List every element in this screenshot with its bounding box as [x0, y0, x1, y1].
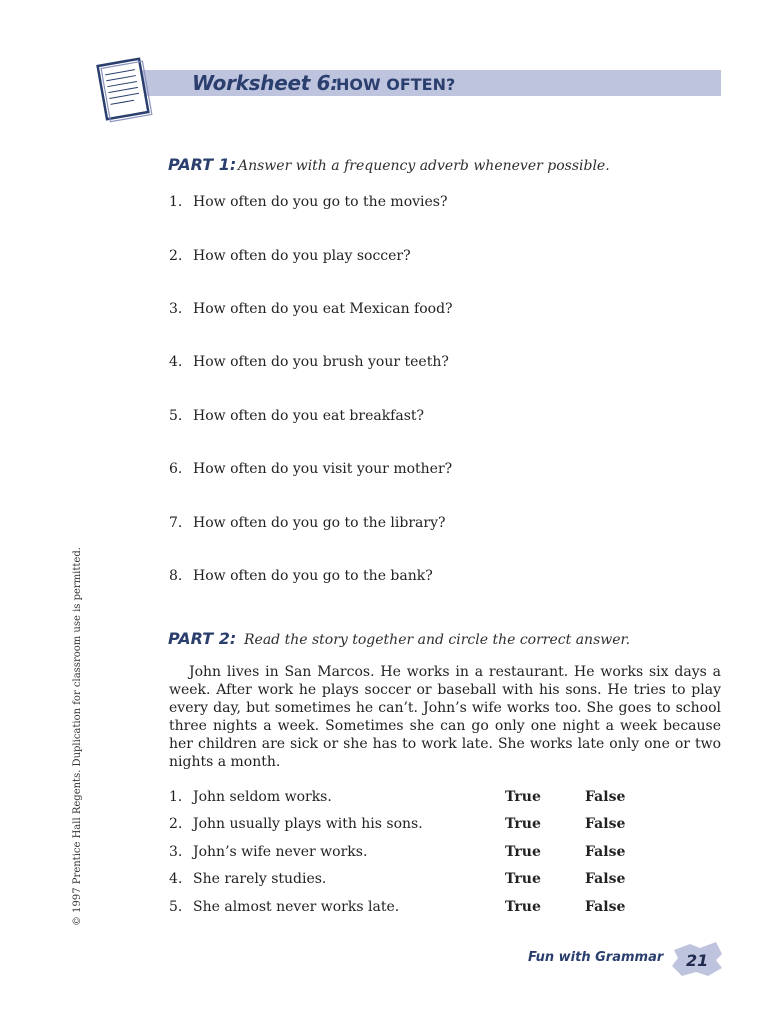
worksheet-paper-icon [92, 54, 154, 124]
question-item: 2. How often do you play soccer? [169, 248, 411, 264]
true-option[interactable]: True [505, 899, 541, 915]
true-false-row: 3. John’s wife never works. True False [169, 844, 626, 860]
true-false-row: 4. She rarely studies. True False [169, 871, 626, 887]
true-option[interactable]: True [505, 871, 541, 887]
question-item: 5. How often do you eat breakfast? [169, 408, 425, 424]
question-item: 3. How often do you eat Mexican food? [169, 301, 453, 317]
question-item: 6. How often do you visit your mother? [169, 461, 453, 477]
false-option[interactable]: False [585, 899, 626, 915]
false-option[interactable]: False [585, 871, 626, 887]
statement-text: John usually plays with his sons. [193, 816, 423, 832]
true-option[interactable]: True [505, 789, 541, 805]
false-option[interactable]: False [585, 816, 626, 832]
false-option[interactable]: False [585, 844, 626, 860]
true-option[interactable]: True [505, 844, 541, 860]
story-paragraph: John lives in San Marcos. He works in a restaurant. He works six days a week. After work he plays soccer or baseball with his sons. He tries to play every day, but sometimes he can’t. John’s wife works too. She goes to school three nights a week. Sometimes she can go only one night a week because her children are sick or she has to work late. She works late only one or two nights a month. [169, 664, 721, 770]
question-item: 1. How often do you go to the movies? [169, 194, 448, 210]
true-false-row: 2. John usually plays with his sons. True False [169, 816, 626, 832]
statement-text: She rarely studies. [193, 871, 327, 887]
false-option[interactable]: False [585, 789, 626, 805]
true-false-row: 1. John seldom works. True False [169, 789, 626, 805]
part2-heading: PART 2: [168, 629, 237, 648]
part1-instruction: Answer with a frequency adverb whenever possible. [238, 158, 610, 174]
worksheet-subtitle: HOW OFTEN? [336, 75, 456, 94]
copyright-notice: © 1997 Prentice Hall Regents. Duplication for classroom use is permitted. [72, 547, 83, 926]
statement-text: She almost never works late. [193, 899, 400, 915]
statement-text: John’s wife never works. [193, 844, 368, 860]
statement-text: John seldom works. [193, 789, 332, 805]
worksheet-title: Worksheet 6: [192, 71, 338, 95]
part2-instruction: Read the story together and circle the correct answer. [244, 632, 631, 648]
question-item: 4. How often do you brush your teeth? [169, 354, 449, 370]
true-option[interactable]: True [505, 816, 541, 832]
question-item: 7. How often do you go to the library? [169, 515, 446, 531]
part1-heading: PART 1: [168, 155, 237, 174]
footer-brand: Fun with Grammar [528, 950, 664, 965]
page-number: 21 [686, 951, 709, 970]
true-false-row: 5. She almost never works late. True False [169, 899, 626, 915]
question-item: 8. How often do you go to the bank? [169, 568, 433, 584]
